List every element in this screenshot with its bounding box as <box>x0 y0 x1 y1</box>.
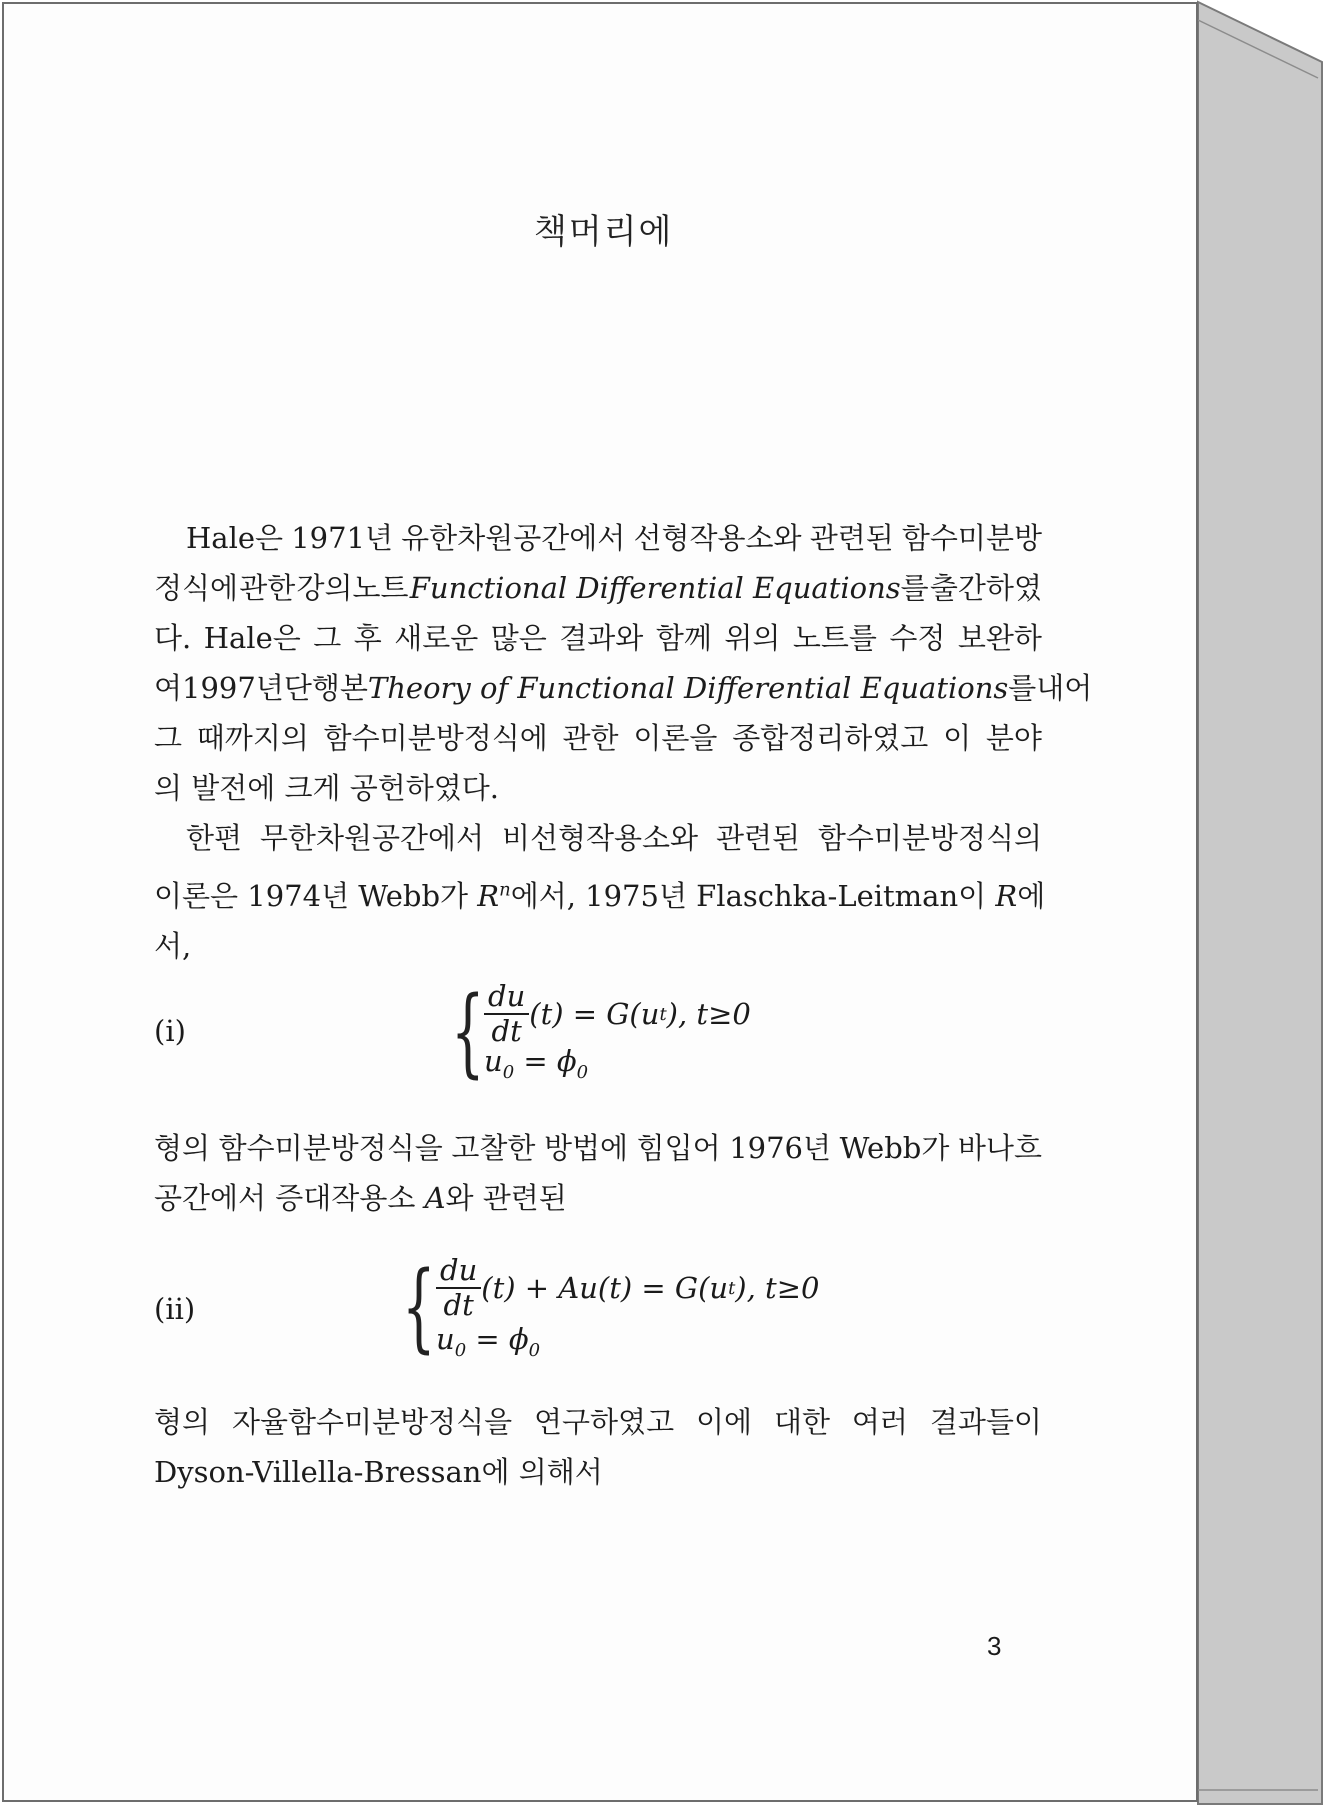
book-title-theory-of-fde <box>368 666 1036 707</box>
book-title-functional-differential-equations <box>410 566 929 607</box>
equation-2-line-1 <box>436 1253 820 1322</box>
paragraph-4-line-2: Dyson-Villella-Bressan에 의해서 <box>154 1455 603 1489</box>
paragraph-3-line-1 <box>154 1126 1042 1167</box>
paragraph-2-line-1 <box>186 816 1042 857</box>
word: 함수미분방 <box>901 521 1042 555</box>
word: 대한 <box>773 1405 830 1439</box>
math-superscript-n: n <box>499 879 511 901</box>
paragraph-2-line-2 <box>154 874 1045 915</box>
text-run: 에서, 1975년 Flaschka-Leitman이 <box>510 879 996 913</box>
math-symbol-A: A <box>424 1181 446 1215</box>
subscript: 0 <box>576 1061 589 1083</box>
word: 함수미분방정식의 <box>817 821 1042 855</box>
subscript: t <box>728 1277 736 1299</box>
fraction-numerator: du <box>484 982 529 1015</box>
word: 여 <box>154 671 183 705</box>
word: 1976년 <box>729 1131 832 1165</box>
equation-2-brace: { <box>402 1251 436 1363</box>
equation-1-line-1 <box>484 979 751 1048</box>
word: 강의노트 <box>296 571 409 605</box>
word: 새로운 <box>394 621 479 655</box>
italic-title: Theory of Functional Differential Equations <box>367 671 1009 705</box>
word: 그 <box>154 721 183 755</box>
equation-text: = ϕ <box>466 1322 529 1356</box>
word: Hale은 <box>186 521 284 555</box>
fraction-numerator: du <box>436 1256 481 1289</box>
equation-text: = ϕ <box>514 1044 577 1078</box>
word: Webb가 <box>839 1131 950 1165</box>
word: 함께 <box>655 621 712 655</box>
word: 종합정리하였고 <box>732 721 929 755</box>
subscript: 0 <box>454 1339 467 1361</box>
word: 수정 <box>889 621 946 655</box>
word: 무한차원공간에서 <box>259 821 485 855</box>
word: 한편 <box>186 821 243 855</box>
equation-text: u <box>484 1044 503 1078</box>
word: 그 <box>313 621 342 655</box>
text-run: 이론은 1974년 Webb가 <box>154 879 478 913</box>
word: 1971년 <box>291 521 394 555</box>
word: 여러 <box>851 1405 908 1439</box>
word: 위의 <box>724 621 781 655</box>
text-run: 와 관련된 <box>445 1181 567 1215</box>
text-run: 에 <box>1017 879 1046 913</box>
math-symbol-R: R <box>477 879 500 913</box>
word: 단행본 <box>283 671 368 705</box>
word: 결과와 <box>559 621 644 655</box>
word: 이 <box>943 721 972 755</box>
paragraph-1-line-2 <box>154 566 1042 607</box>
italic-title: Functional Differential Equations <box>409 571 901 605</box>
equation-2-line-2 <box>436 1322 540 1361</box>
word: 선형작용소와 <box>633 521 802 555</box>
word: 많은 <box>490 621 547 655</box>
word: 를 <box>1008 671 1037 705</box>
fraction-denominator: dt <box>443 1288 474 1322</box>
math-symbol-R: R <box>995 879 1018 913</box>
equation-1-brace: { <box>451 976 485 1088</box>
word: 후 <box>353 621 382 655</box>
word: 1997년 <box>182 671 284 705</box>
word: 분야 <box>985 721 1042 755</box>
word: 형의 <box>154 1405 211 1439</box>
word: 내어 <box>1036 671 1093 705</box>
word: 이에 <box>696 1405 753 1439</box>
equation-1-label: (i) <box>154 1014 186 1048</box>
word: 연구하였고 <box>534 1405 675 1439</box>
subscript: 0 <box>502 1061 515 1083</box>
word: 다. <box>154 621 192 655</box>
equation-1-line-2 <box>484 1044 588 1083</box>
paragraph-1-line-4 <box>154 666 1093 707</box>
equation-text: (t) = G(u <box>529 997 660 1031</box>
word: 관련된 <box>809 521 894 555</box>
word: 출간하였 <box>929 571 1042 605</box>
subscript: t <box>659 1003 667 1025</box>
word: 노트를 <box>792 621 877 655</box>
equation-text: ), t≥0 <box>735 1271 820 1305</box>
word: 보완하 <box>957 621 1042 655</box>
equation-2-label: (ii) <box>154 1292 196 1326</box>
word: 때까지의 <box>196 721 309 755</box>
word: 형의 <box>154 1131 211 1165</box>
word: 방법에 <box>543 1131 628 1165</box>
fraction-denominator: dt <box>491 1014 522 1048</box>
word: 비선형작용소와 <box>501 821 699 855</box>
page-heading: 책머리에 <box>534 212 674 252</box>
word: 이론을 <box>633 721 718 755</box>
page-number: 3 <box>987 1631 1002 1661</box>
word: 를 <box>900 571 929 605</box>
paragraph-2-line-3: 서, <box>154 929 192 963</box>
word: 고찰한 <box>451 1131 536 1165</box>
equation-text: ), t≥0 <box>666 997 751 1031</box>
equation-text: (t) + Au(t) = G(u <box>481 1271 729 1305</box>
equation-text: u <box>436 1322 455 1356</box>
word: 유한차원공간에서 <box>401 521 626 555</box>
paragraph-3-line-2 <box>154 1176 567 1217</box>
book-page <box>2 2 1198 1802</box>
paragraph-1-line-1 <box>186 516 1042 557</box>
subscript: 0 <box>528 1339 541 1361</box>
paragraph-4-line-1 <box>154 1400 1042 1441</box>
fraction-du-dt <box>436 1253 481 1322</box>
word: 결과들이 <box>929 1405 1042 1439</box>
paragraph-1-line-5 <box>154 716 1042 757</box>
word: 관련된 <box>715 821 800 855</box>
text-run: 공간에서 증대작용소 <box>154 1181 425 1215</box>
word: 관한 <box>562 721 619 755</box>
word: 힘입어 <box>636 1131 721 1165</box>
word: 바나흐 <box>957 1131 1042 1165</box>
word: 자율함수미분방정식을 <box>231 1405 513 1439</box>
fraction-du-dt <box>484 979 529 1048</box>
paragraph-1-line-6: 의 발전에 크게 공헌하였다. <box>154 771 500 805</box>
paragraph-1-line-3 <box>154 616 1042 657</box>
word: 정식에 <box>154 571 239 605</box>
word: Hale은 <box>203 621 301 655</box>
word: 함수미분방정식에 <box>323 721 548 755</box>
word: 함수미분방정식을 <box>218 1131 443 1165</box>
word: 관한 <box>239 571 296 605</box>
